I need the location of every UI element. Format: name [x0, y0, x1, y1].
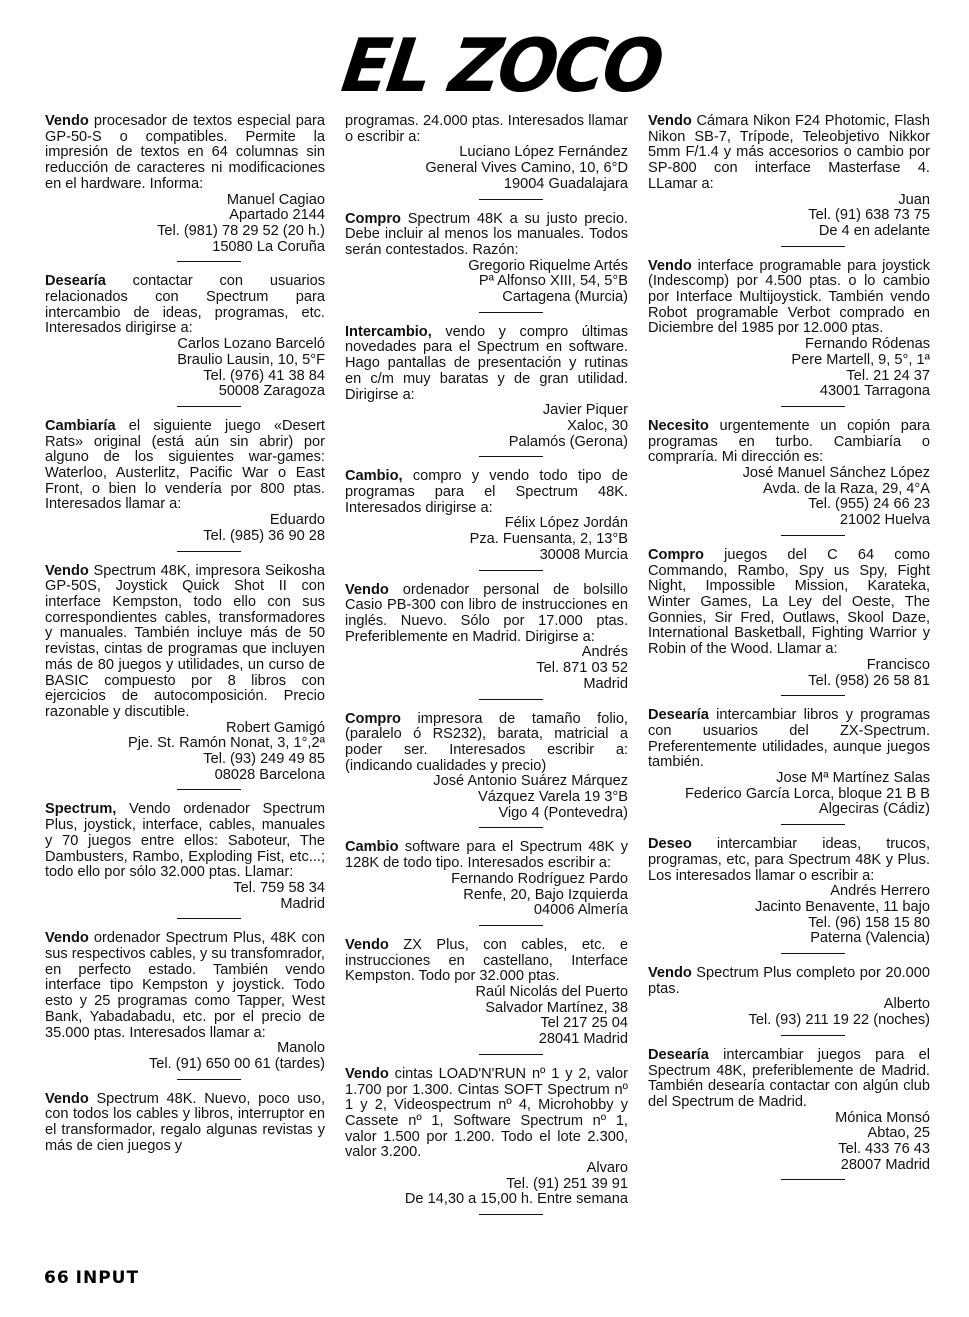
ad-lead-word: Compro — [648, 546, 704, 563]
classified-ad — [648, 966, 930, 1029]
ad-contact-line: Félix López Jordán — [504, 515, 628, 532]
ad-contact-line: 28007 Madrid — [840, 1156, 930, 1173]
ad-text: compro y vendo todo tipo de programas para el Spectrum 48K. Interesados dirigirse a: — [345, 468, 628, 516]
ad-lead-word: Desearía — [648, 707, 709, 724]
ad-lead-word: Deseo — [648, 836, 692, 853]
ad-lead-word: Desearía — [45, 273, 106, 290]
ad-body — [648, 708, 930, 771]
ad-contact-line: Tel. (91) 650 00 61 (tardes) — [148, 1055, 325, 1072]
ad-text: intercambiar libros y programas con usuarios del ZX-Spectrum. Preferentemente utilidades, aunque juegos también. — [648, 707, 930, 771]
ad-contact — [45, 513, 325, 544]
ad-body — [345, 469, 628, 516]
classified-ad — [45, 931, 325, 1072]
ad-contact-line: 19004 Guadalajara — [503, 175, 628, 192]
classified-ad — [345, 325, 628, 451]
ad-body — [648, 419, 930, 466]
ad-body — [45, 931, 325, 1041]
ad-contact-line: Fernando Rodríguez Pardo — [451, 870, 628, 887]
classifieds-column-3 — [648, 114, 930, 1264]
ad-contact-line: Vázquez Varela 19 3°B — [478, 789, 628, 806]
ad-lead-word: Vendo — [45, 930, 89, 947]
ad-contact-line: Carlos Lozano Barceló — [177, 336, 325, 353]
ad-text: ordenador personal de bolsillo Casio PB-300 con libro de instrucciones en inglés. Nuevo. Sólo por 17.000 ptas. Preferiblemente en Madrid. Dirigirse a: — [345, 581, 628, 645]
ad-lead-word: Spectrum, — [45, 801, 117, 818]
ad-separator — [479, 312, 543, 313]
ad-contact — [345, 774, 628, 821]
ad-lead-word: Vendo — [648, 257, 692, 274]
ad-separator — [781, 824, 845, 825]
ad-contact-line: 08028 Barcelona — [214, 766, 325, 783]
ad-contact — [648, 997, 930, 1028]
ad-contact — [648, 193, 930, 240]
ad-body — [648, 548, 930, 658]
ad-contact-line: 04006 Almería — [533, 902, 628, 919]
ad-contact-line: Tel. 433 76 43 — [838, 1141, 930, 1158]
ad-contact-line: Jose Mª Martínez Salas — [776, 770, 930, 787]
ad-separator — [781, 246, 845, 247]
classified-ad — [45, 274, 325, 400]
ad-body — [45, 274, 325, 337]
ad-contact-line: Alvaro — [586, 1160, 628, 1177]
ad-lead-word: Vendo — [345, 1065, 389, 1082]
masthead-logo: EL ZOCO — [336, 22, 666, 110]
ad-body — [345, 114, 628, 145]
ad-contact-line: Raúl Nicolás del Puerto — [475, 984, 628, 1001]
ad-contact-line: De 14,30 a 15,00 h. Entre semana — [404, 1191, 628, 1208]
ad-contact — [345, 403, 628, 450]
ad-text: el siguiente juego «Desert Rats» original (está aún sin abrir) por alguno de los siguientes war-games: Waterloo, Austerlitz, Pacific War o East Front, o bien lo vendería por 800 ptas. Interesados llamar a: — [45, 417, 325, 513]
ad-contact-line: Javier Piquer — [542, 402, 628, 419]
ad-contact — [45, 881, 325, 912]
ad-contact-line: Tel. (981) 78 29 52 (20 h.) — [157, 222, 325, 239]
ad-contact-line: Tel. 759 58 34 — [233, 879, 325, 896]
ad-body — [45, 419, 325, 513]
ad-separator — [781, 535, 845, 536]
magazine-name: INPUT — [75, 1268, 140, 1288]
ad-text: ZX Plus, con cables, etc. e instrucciones en castellano, Interface Kempston. Todo por 32.000 ptas. — [345, 936, 628, 985]
classified-ad — [648, 259, 930, 400]
ad-contact-line: Tel. (958) 26 58 81 — [808, 672, 930, 689]
ad-contact-line: Pza. Fuensanta, 2, 13°B — [469, 531, 628, 548]
ad-contact-line: Paterna (Valencia) — [810, 930, 930, 947]
ad-contact-line: Alberto — [883, 996, 930, 1013]
ad-contact-line: Algeciras (Cádiz) — [818, 801, 930, 818]
ad-contact — [345, 259, 628, 306]
ad-contact-line: Federico García Lorca, bloque 21 B B — [685, 785, 930, 802]
ad-contact-line: Tel. (93) 249 49 85 — [203, 751, 325, 768]
ad-body — [345, 712, 628, 775]
ad-lead-word: Desearía — [648, 1046, 709, 1063]
ad-contact-line: 15080 La Coruña — [212, 238, 325, 255]
ad-contact-line: General Vives Camino, 10, 6°D — [425, 160, 628, 177]
ad-contact-line: Madrid — [280, 895, 325, 912]
ad-text: Spectrum 48K a su justo precio. Debe incluir al menos los manuales. Todos serán contestados. Razón: — [345, 210, 628, 258]
ad-contact — [648, 337, 930, 400]
ad-contact-line: Tel. (91) 638 73 75 — [808, 207, 930, 224]
ad-contact — [648, 466, 930, 529]
ad-contact-line: Juan — [898, 191, 930, 208]
ad-text: contactar con usuarios relacionados con Spectrum para intercambio de ideas, programas, etc. Interesados dirigirse a: — [45, 273, 325, 337]
ad-text: impresora de tamaño folio, (paralelo ó RS232), barata, matricial a poder ser. Interesados escribir a: (indicando cualidades y precio) — [345, 710, 628, 774]
ad-text: ordenador Spectrum Plus, 48K con sus respectivos cables, y su transfomrador, en perfecto estado. También vendo interface tipo Kempston y joystick. Todo esto y 25 programas como Tapper, West Bank, Yabadabadu, etc. por el precio de 35.000 ptas. Interesados llamar a: — [45, 930, 325, 1041]
ad-body — [345, 325, 628, 404]
page-footer — [44, 1268, 139, 1290]
ad-body — [648, 1048, 930, 1111]
ad-contact-line: Pje. St. Ramón Nonat, 3, 1°,2ª — [127, 735, 325, 752]
classified-ad — [345, 114, 628, 193]
ad-contact-line: Tel 217 25 04 — [540, 1015, 628, 1032]
classified-ad — [345, 938, 628, 1048]
ad-contact-line: Palamós (Gerona) — [508, 433, 628, 450]
ad-lead-word: Cambiaría — [45, 417, 116, 434]
classified-ad — [648, 419, 930, 529]
ad-lead-word: Vendo — [345, 936, 389, 953]
ad-separator — [177, 1079, 241, 1080]
ad-contact-line: Tel. (93) 211 19 22 (noches) — [748, 1012, 930, 1029]
ad-text: urgentemente un copión para programas en turbo. Cambiaría o compraría. Mi dirección es: — [648, 417, 930, 466]
ad-text: programas. 24.000 ptas. Interesados llamar o escribir a: — [345, 114, 628, 145]
ad-separator — [479, 699, 543, 700]
ad-text: Spectrum 48K. Nuevo, poco uso, con todos los cables y libros, interruptor en el transformador, regalo algunas revistas y más de cien juegos y — [45, 1090, 325, 1154]
ad-contact-line: Mónica Monsó — [835, 1109, 930, 1126]
ad-contact-line: Apartado 2144 — [229, 207, 325, 224]
ad-separator — [177, 789, 241, 790]
ad-contact — [345, 645, 628, 692]
ad-contact-line: Eduardo — [269, 512, 325, 529]
classified-ad — [45, 564, 325, 784]
ad-separator — [781, 406, 845, 407]
ad-lead-word: Compro — [345, 210, 401, 227]
ad-contact — [345, 516, 628, 563]
ad-contact-line: Avda. de la Raza, 29, 4°A — [762, 480, 930, 497]
ad-contact — [345, 1161, 628, 1208]
ad-contact-line: Fernando Ródenas — [805, 336, 930, 353]
ad-lead-word: Necesito — [648, 417, 709, 434]
ad-separator — [177, 918, 241, 919]
ad-separator — [781, 1035, 845, 1036]
ad-contact-line: Braulio Lausin, 10, 5°F — [177, 351, 325, 368]
ad-contact-line: Tel. 871 03 52 — [536, 660, 628, 677]
ad-separator — [177, 406, 241, 407]
ad-text: juegos del C 64 como Commando, Rambo, Spy us Spy, Fight Night, Impossible Mission, Karateka, Winter Games, La Ley del Oeste, The Gonnies, Sir Fred, Outlaws, Skool Daze, International Basketball, Fighting Warrior y Robin of the Wood. Llamar a: — [648, 546, 930, 658]
ad-contact — [648, 1111, 930, 1174]
classified-ad — [345, 1067, 628, 1208]
ad-text: software para el Spectrum 48K y 128K de todo tipo. Interesados escribir a: — [345, 839, 628, 872]
ad-contact-line: Tel. 21 24 37 — [846, 367, 930, 384]
ad-contact-line: Manolo — [277, 1040, 325, 1057]
ad-body — [45, 564, 325, 721]
ad-separator — [479, 456, 543, 457]
ad-contact-line: Francisco — [866, 656, 930, 673]
ad-contact-line: 43001 Tarragona — [819, 383, 930, 400]
ad-body — [345, 1067, 628, 1161]
ad-contact-line: Jacinto Benavente, 11 bajo — [755, 898, 930, 915]
ad-lead-word: Cambio, — [345, 468, 403, 485]
classified-ad — [345, 712, 628, 822]
ad-text: Cámara Nikon F24 Photomic, Flash Nikon SB-7, Trípode, Teleobjetivo Nikkor 5mm F/1.4 y más accesorios o cambio por SP-800 con interface Masterfase 4. LLamar a: — [648, 114, 930, 192]
ad-contact — [45, 1041, 325, 1072]
ad-contact-line: Tel. (91) 251 39 91 — [506, 1175, 628, 1192]
ad-separator — [479, 925, 543, 926]
ad-contact — [345, 985, 628, 1048]
ad-body — [345, 840, 628, 871]
ad-contact-line: Madrid — [583, 675, 628, 692]
ad-separator — [479, 199, 543, 200]
ad-text: intercambiar juegos para el Spectrum 48K, preferiblemente de Madrid. También desearía contactar con algún club del Spectrum de Madrid. — [648, 1046, 930, 1110]
ad-contact-line: Pª Alfonso XIII, 54, 5°B — [478, 273, 628, 290]
ad-contact-line: 30008 Murcia — [539, 546, 628, 563]
ad-lead-word: Intercambio, — [345, 323, 432, 340]
classified-ad — [45, 1092, 325, 1155]
ad-contact-line: Tel. (955) 24 66 23 — [808, 496, 930, 513]
ad-lead-word: Vendo — [45, 562, 89, 579]
ad-body — [648, 837, 930, 884]
ad-text: cintas LOAD'N'RUN nº 1 y 2, valor 1.700 por 1.300. Cintas SOFT Spectrum nº 1 y 2, Videospectrum nº 4, Microhobby y Cassete nº 1, Software Spectrum nº 1, valor 1.500 por 1.200. Todo el lote 2.300, valor 3.200. — [345, 1065, 628, 1161]
ad-contact — [45, 193, 325, 256]
ad-contact-line: Robert Gamigó — [226, 719, 325, 736]
ad-lead-word: Vendo — [648, 114, 692, 129]
ad-contact-line: Xaloc, 30 — [567, 417, 628, 434]
classified-ad — [345, 583, 628, 693]
ad-contact-line: 28041 Madrid — [538, 1031, 628, 1048]
ad-lead-word: Vendo — [648, 965, 692, 982]
ad-body — [648, 966, 930, 997]
ad-separator — [781, 1179, 845, 1180]
ad-body — [345, 583, 628, 646]
classified-ad — [345, 212, 628, 306]
page-number: 66 — [44, 1268, 70, 1288]
ad-separator — [479, 1214, 543, 1215]
ad-contact — [345, 872, 628, 919]
ad-body — [45, 1092, 325, 1155]
ad-separator — [479, 1054, 543, 1055]
ad-contact-line: Abtao, 25 — [867, 1125, 930, 1142]
ad-contact-line: 50008 Zaragoza — [218, 383, 325, 400]
ad-body — [345, 212, 628, 259]
classified-ad — [648, 1048, 930, 1174]
ad-contact-line: Renfe, 20, Bajo Izquierda — [463, 886, 628, 903]
classified-ad — [45, 114, 325, 255]
ad-contact-line: Pere Martell, 9, 5°, 1ª — [791, 351, 930, 368]
ad-contact — [648, 658, 930, 689]
ad-contact-line: Andrés — [581, 644, 628, 661]
ad-separator — [177, 551, 241, 552]
ad-text: interface programable para joystick (Indescomp) por 4.500 ptas. o lo cambio por Interface Multijoystick. También vendo Robot programable Verbot comprado en Diciembre del 1985 por 12.000 ptas. — [648, 257, 930, 337]
ad-contact — [648, 884, 930, 947]
ad-contact-line: Tel. (96) 158 15 80 — [808, 914, 930, 931]
ad-contact — [345, 145, 628, 192]
ad-contact-line: 21002 Huelva — [839, 512, 930, 529]
classified-ad — [648, 114, 930, 240]
ad-separator — [479, 827, 543, 828]
classified-ad — [648, 708, 930, 818]
ad-contact-line: Salvador Martínez, 38 — [485, 999, 628, 1016]
ad-body — [45, 114, 325, 193]
ad-contact-line: Manuel Cagiao — [226, 191, 325, 208]
ad-body — [648, 114, 930, 193]
ad-text: intercambiar ideas, trucos, programas, etc, para Spectrum 48K y Plus. Los interesados llamar o escribir a: — [648, 836, 930, 884]
ad-contact — [45, 337, 325, 400]
ad-contact-line: Gregorio Riquelme Artés — [468, 257, 628, 274]
classified-ad — [648, 548, 930, 689]
ad-contact-line: Tel. (985) 36 90 28 — [203, 527, 325, 544]
classified-ad — [345, 469, 628, 563]
classified-ad — [45, 419, 325, 545]
ad-contact-line: De 4 en adelante — [818, 222, 930, 239]
ad-contact-line: Andrés Herrero — [830, 883, 930, 900]
ad-lead-word: Vendo — [345, 581, 389, 598]
ad-text: Spectrum 48K, impresora Seikosha GP-50S, Joystick Quick Shot II con interface Kempston, todo ello con sus correspondientes cables, transformadores y manuales. También incluye más de 50 revistas, cintas de programas que incluyen más de 80 juegos y utilidades, un curso de BASIC compuesto por 8 libros con ejercicios de autocomposición. Precio razonable y discutible. — [45, 562, 325, 720]
ad-text: procesador de textos especial para GP-50-S o compatibles. Permite la impresión de textos en 64 columnas sin reducción de caracteres ni modificaciones en el hardware. Informa: — [45, 114, 325, 192]
ad-lead-word: Vendo — [45, 1090, 89, 1107]
classifieds-column-1 — [45, 114, 325, 1264]
classifieds-column-2 — [345, 114, 628, 1264]
ad-text: Spectrum Plus completo por 20.000 ptas. — [648, 965, 930, 997]
ad-separator — [781, 953, 845, 954]
classified-ad — [45, 802, 325, 912]
classified-ad — [648, 837, 930, 947]
ad-separator — [479, 570, 543, 571]
ad-lead-word: Cambio — [345, 839, 399, 856]
ad-contact-line: Vigo 4 (Pontevedra) — [498, 804, 628, 821]
ad-contact-line: Luciano López Fernández — [459, 144, 628, 161]
classified-ad — [345, 840, 628, 919]
ad-body — [45, 802, 325, 881]
ad-separator — [781, 695, 845, 696]
ad-contact — [45, 721, 325, 784]
ad-body — [345, 938, 628, 985]
ad-body — [648, 259, 930, 338]
ad-contact-line: Tel. (976) 41 38 84 — [203, 367, 325, 384]
ad-separator — [177, 261, 241, 262]
ad-lead-word: Compro — [345, 710, 401, 727]
ad-contact — [648, 771, 930, 818]
ad-lead-word: Vendo — [45, 114, 89, 129]
ad-text: vendo y compro últimas novedades para el Spectrum en software. Hago pantallas de presentación y rutinas en c/m muy baratas y de gran utilidad. Dirigirse a: — [345, 323, 628, 403]
ad-contact-line: José Manuel Sánchez López — [742, 465, 930, 482]
ad-contact-line: José Antonio Suárez Márquez — [433, 773, 628, 790]
ad-contact-line: Cartagena (Murcia) — [502, 289, 628, 306]
ad-text: Vendo ordenador Spectrum Plus, joystick, interface, cables, manuales y 70 juegos entre ellos: Saboteur, The Dambusters, Rambo, Exploding Fist, etc...; todo ello por sólo 32.000 ptas. Llamar: — [45, 801, 325, 881]
